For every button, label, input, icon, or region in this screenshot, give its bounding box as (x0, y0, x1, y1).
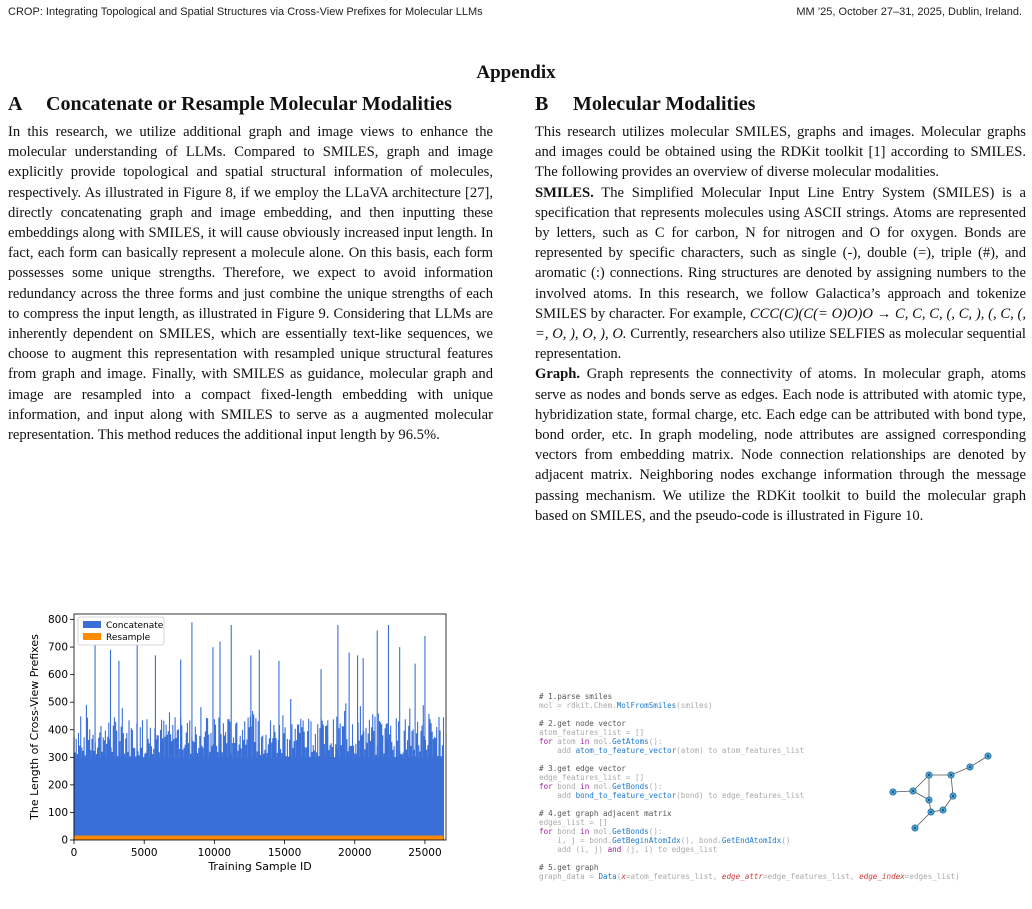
chart-svg (28, 608, 478, 876)
graph-node-center (930, 811, 932, 813)
code-function: GetEndAtomIdx (721, 836, 782, 845)
graph-body: Graph represents the connectivity of atoms. In molecular graph, atoms serve as nodes and bonds serve as edges. Each node is attributed with atomic type, hybridization state, formal charge, etc. Each edge can be attributed with bond type, bond order, etc. In graph modeling, node attributes are assigned corresponding vectors from embedding matrix. Node connection relationships are denoted by adjacent matrix. Neighboring nodes exchange information through the message passing mechanism. We utilize the RDKit toolkit to build the molecular graph based on SMILES, and the pseudo-code is illustrated in Figure 10. (535, 366, 1026, 524)
code-comment: # 5.get graph (539, 863, 599, 872)
code-function: GetBonds (612, 827, 649, 836)
code-text: bond (552, 782, 581, 791)
code-text: (): (648, 782, 663, 791)
code-keyword: for (539, 737, 553, 746)
code-text: mol. (589, 782, 613, 791)
smiles-example: CCC(C)(C(= O)O)O → C, C, C, (, C, ), (, C, (, =, O, ), O, ), O. (535, 305, 1026, 343)
code-function: GetBonds (612, 782, 649, 791)
section-a-heading (8, 92, 493, 116)
code-keyword-arg: edge_index (859, 872, 905, 881)
code-text: () (781, 836, 791, 845)
code-text: bond (552, 827, 581, 836)
code-text: mol. (589, 737, 613, 746)
code-comment: # 3.get edge vector (539, 764, 626, 773)
code-text: (atom) to atom_features_list (676, 746, 805, 755)
code-function: atom_to_feature_vector (575, 746, 677, 755)
code-text: i, j = bond. (539, 836, 613, 845)
code-keyword: and (607, 845, 622, 854)
code-text: mol = rdkit.Chem. (539, 701, 617, 710)
smiles-body: The Simplified Molecular Input Line Entry System (SMILES) is a specification that represents molecules using ASCII strings. Atoms are represented by letters, such as C for carbon, N for nitrogen and O for oxygen. Bonds are represented by specific characters, such as single (-), double (=), triple (#), and aromatic (:) connections. Ring structures are denoted by assigning numbers to the involved atoms. In this research, we follow Galactica’s approach and tokenize SMILES by character. For example, (535, 184, 1027, 322)
section-b-heading (535, 92, 1026, 116)
section-a-title: Concatenate or Resample Molecular Modalities (46, 93, 452, 115)
y-tick-label: 0 (61, 834, 68, 847)
running-header (8, 6, 1022, 22)
y-axis-label: The Length of Cross-View Prefixes (28, 634, 41, 820)
code-text: (): (648, 827, 663, 836)
molecule-graph-diagram (885, 742, 1005, 852)
header-venue: MM ’25, October 27–31, 2025, Dublin, Ireland. (796, 6, 1022, 18)
section-b (535, 92, 1026, 526)
section-a (8, 92, 493, 445)
y-tick-label: 400 (47, 724, 68, 737)
code-comment: # 1.parse smiles (539, 692, 613, 701)
code-text: =edges_list) (904, 872, 960, 881)
pseudo-code-figure (535, 692, 1025, 904)
x-axis-label: Training Sample ID (208, 860, 312, 873)
code-keyword-arg: edge_attr (721, 872, 764, 881)
code-text: add (539, 791, 576, 800)
code-keyword-arg: x (621, 872, 626, 881)
graph-node-center (928, 774, 930, 776)
code-text: ( (616, 872, 622, 881)
code-text: (smiles) (676, 701, 713, 710)
code-comment: # 4.get graph adjacent matrix (539, 809, 672, 818)
legend-swatch (83, 633, 101, 640)
x-tick-label: 5000 (130, 847, 158, 859)
code-text: atom (552, 737, 581, 746)
prefix-length-chart (28, 608, 478, 876)
code-text: edge_features_list = [] (539, 773, 645, 782)
x-tick-label: 15000 (267, 847, 302, 859)
code-text: =edge_features_list, (763, 872, 860, 881)
graph-node-center (928, 799, 930, 801)
legend-label: Resample (106, 633, 151, 643)
code-keyword: for (539, 782, 553, 791)
code-text: atom_features_list = [] (539, 728, 645, 737)
header-title: CROP: Integrating Topological and Spatial Structures via Cross-View Prefixes for Molecular LLMs (8, 6, 483, 18)
code-comment: # 2.get node vector (539, 719, 626, 728)
graph-node-center (969, 766, 971, 768)
code-text: =atom_features_list, (625, 872, 722, 881)
x-tick-label: 20000 (338, 847, 372, 859)
code-text: (), bond. (680, 836, 722, 845)
smiles-tail: Currently, researchers also utilize SELFIES as molecular sequential representation. (535, 326, 1026, 363)
graph-node-center (914, 827, 916, 829)
code-text: (j, i) to edges_list (621, 845, 718, 854)
x-tick-label: 25000 (408, 847, 442, 859)
code-text: (): (648, 737, 663, 746)
code-text: add (i, j) (539, 845, 608, 854)
code-keyword: in (580, 827, 590, 836)
graph-node-center (950, 774, 952, 776)
code-function: GetBeginAtomIdx (612, 836, 681, 845)
appendix-title: Appendix (476, 62, 556, 83)
section-b-intro: This research utilizes molecular SMILES, graphs and images. Molecular graphs and images could be obtained using the RDKit toolkit [1] according to SMILES. The following provides an overview of diverse molecular modalities. (535, 124, 1026, 181)
legend-swatch (83, 621, 101, 628)
code-text: (bond) to edge_features_list (676, 791, 805, 800)
graph-node-center (952, 795, 954, 797)
smiles-paragraph (535, 183, 1026, 365)
code-function: MolFromSmiles (616, 701, 677, 710)
legend-label: Concatenate (106, 621, 164, 631)
code-keyword: for (539, 827, 553, 836)
code-function: bond_to_feature_vector (575, 791, 677, 800)
graph-label: Graph. (535, 366, 581, 383)
y-tick-label: 300 (47, 751, 68, 764)
code-text: edges_list = [] (539, 818, 608, 827)
graph-node-center (892, 791, 894, 793)
graph-node-center (987, 755, 989, 757)
smiles-label: SMILES. (535, 184, 594, 201)
y-tick-label: 500 (47, 696, 68, 709)
y-tick-label: 100 (47, 806, 68, 819)
code-text: graph_data = (539, 872, 599, 881)
code-keyword: in (580, 737, 590, 746)
x-tick-label: 0 (70, 847, 78, 859)
code-text: mol. (589, 827, 613, 836)
code-function: GetAtoms (612, 737, 649, 746)
section-b-title: Molecular Modalities (573, 93, 756, 115)
code-function: Data (598, 872, 617, 881)
resample-bars (74, 836, 443, 840)
code-text: add (539, 746, 576, 755)
y-tick-label: 200 (47, 779, 68, 792)
code-keyword: in (580, 782, 590, 791)
y-tick-label: 600 (47, 669, 68, 682)
graph-paragraph (535, 364, 1026, 526)
graph-node-center (942, 809, 944, 811)
graph-node-center (912, 790, 914, 792)
section-a-body: In this research, we utilize additional graph and image views to enhance the molecular understanding of LLMs. Compared to SMILES, graph and image explicitly provide topological and spatial structural information of molecules, respectively. As illustrated in Figure 8, if we employ the LLaVA architecture [27], directly concatenating graph and image embedding, and then inputting these embeddings along with SMILES, it will cause obviously increased input length. In fact, each form can basically represent a molecule alone. On this basis, each form possesses some unique strengths. Therefore, we expect to avoid information redundancy across the three forms and just combine the unique strengths of each to compress the input length, as illustrated in Figure 9. Considering that LLMs are inherently dependent on SMILES, which are essentially text-like sequences, we choose to augment this representation with resampled unique structural features from graph and image. Finally, with SMILES as guidance, molecular graph and image are resampled into a compact fixed-length embedding with unique information, and input along with SMILES to serve as a augmented molecular representation. This method reduces the additional input length by 96.5%. (8, 124, 493, 444)
x-tick-label: 10000 (197, 847, 232, 859)
section-a-number: A (8, 93, 23, 115)
y-tick-label: 700 (47, 641, 68, 654)
section-b-number: B (535, 93, 549, 115)
y-tick-label: 800 (47, 614, 68, 627)
